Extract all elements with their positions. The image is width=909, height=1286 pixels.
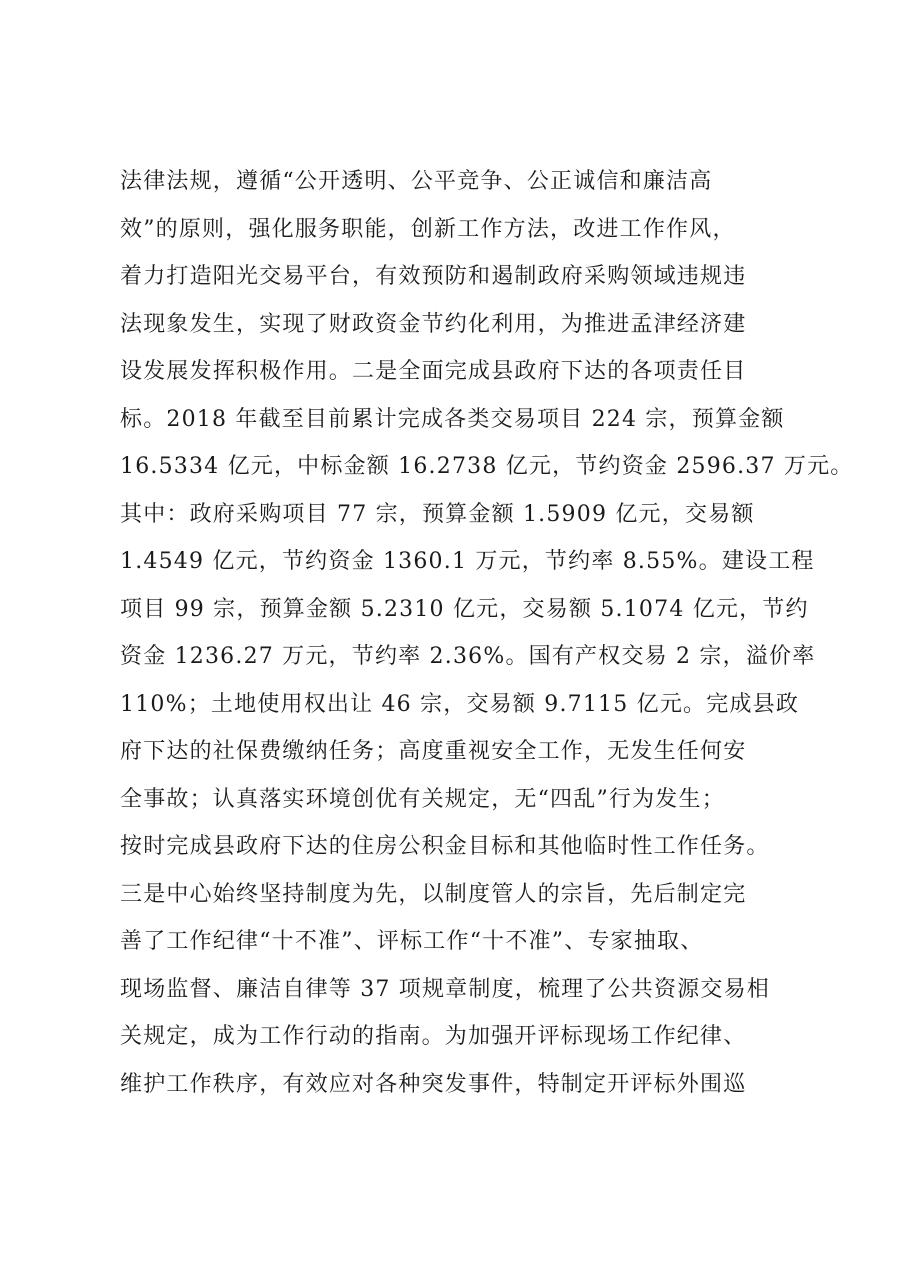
- text-line: 效”的原则，强化服务职能，创新工作方法，改进工作作风，: [120, 216, 736, 242]
- text-line: 现场监督、廉洁自律等 37 项规章制度，梳理了公共资源交易相: [120, 976, 770, 1002]
- text-line: 标。2018 年截至目前累计完成各类交易项目 224 宗，预算金额: [120, 406, 785, 432]
- text-line: 法律法规，遵循“公开透明、公平竞争、公正诚信和廉洁高: [120, 169, 713, 194]
- text-line: 三是中心始终坚持制度为先，以制度管人的宗旨，先后制定完: [120, 881, 747, 907]
- text-line: 项目 99 宗，预算金额 5.2310 亿元，交易额 5.1074 亿元，节约: [120, 596, 809, 622]
- text-line: 按时完成县政府下达的住房公积金目标和其他临时性工作任务。: [120, 834, 770, 859]
- text-line: 全事故；认真落实环境创优有关规定，无“四乱”行为发生；: [120, 786, 725, 812]
- text-line: 善了工作纪律“十不准”、评标工作“十不准”、专家抽取、: [120, 929, 704, 954]
- text-line: 110%；土地使用权出让 46 宗，交易额 9.7115 亿元。完成县政: [120, 691, 800, 717]
- text-line: 设发展发挥积极作用。二是全面完成县政府下达的各项责任目: [120, 359, 747, 384]
- text-line: 维护工作秩序，有效应对各种突发事件，特制定开评标外围巡: [120, 1071, 747, 1097]
- text-line: 府下达的社保费缴纳任务；高度重视安全工作，无发生任何安: [120, 739, 747, 764]
- text-line: 16.5334 亿元，中标金额 16.2738 亿元，节约资金 2596.37 万元。: [120, 454, 854, 479]
- body-paragraph: [120, 158, 854, 1108]
- text-line: 其中：政府采购项目 77 宗，预算金额 1.5909 亿元，交易额: [120, 501, 755, 527]
- text-line: 1.4549 亿元，节约资金 1360.1 万元，节约率 8.55%。建设工程: [120, 549, 815, 574]
- text-line: 着力打造阳光交易平台，有效预防和遏制政府采购领域违规违: [120, 264, 747, 289]
- text-line: 关规定，成为工作行动的指南。为加强开评标现场工作纪律、: [120, 1024, 747, 1049]
- text-line: 资金 1236.27 万元，节约率 2.36%。国有产权交易 2 宗，溢价率: [120, 644, 816, 669]
- text-line: 法现象发生，实现了财政资金节约化利用，为推进孟津经济建: [120, 311, 747, 337]
